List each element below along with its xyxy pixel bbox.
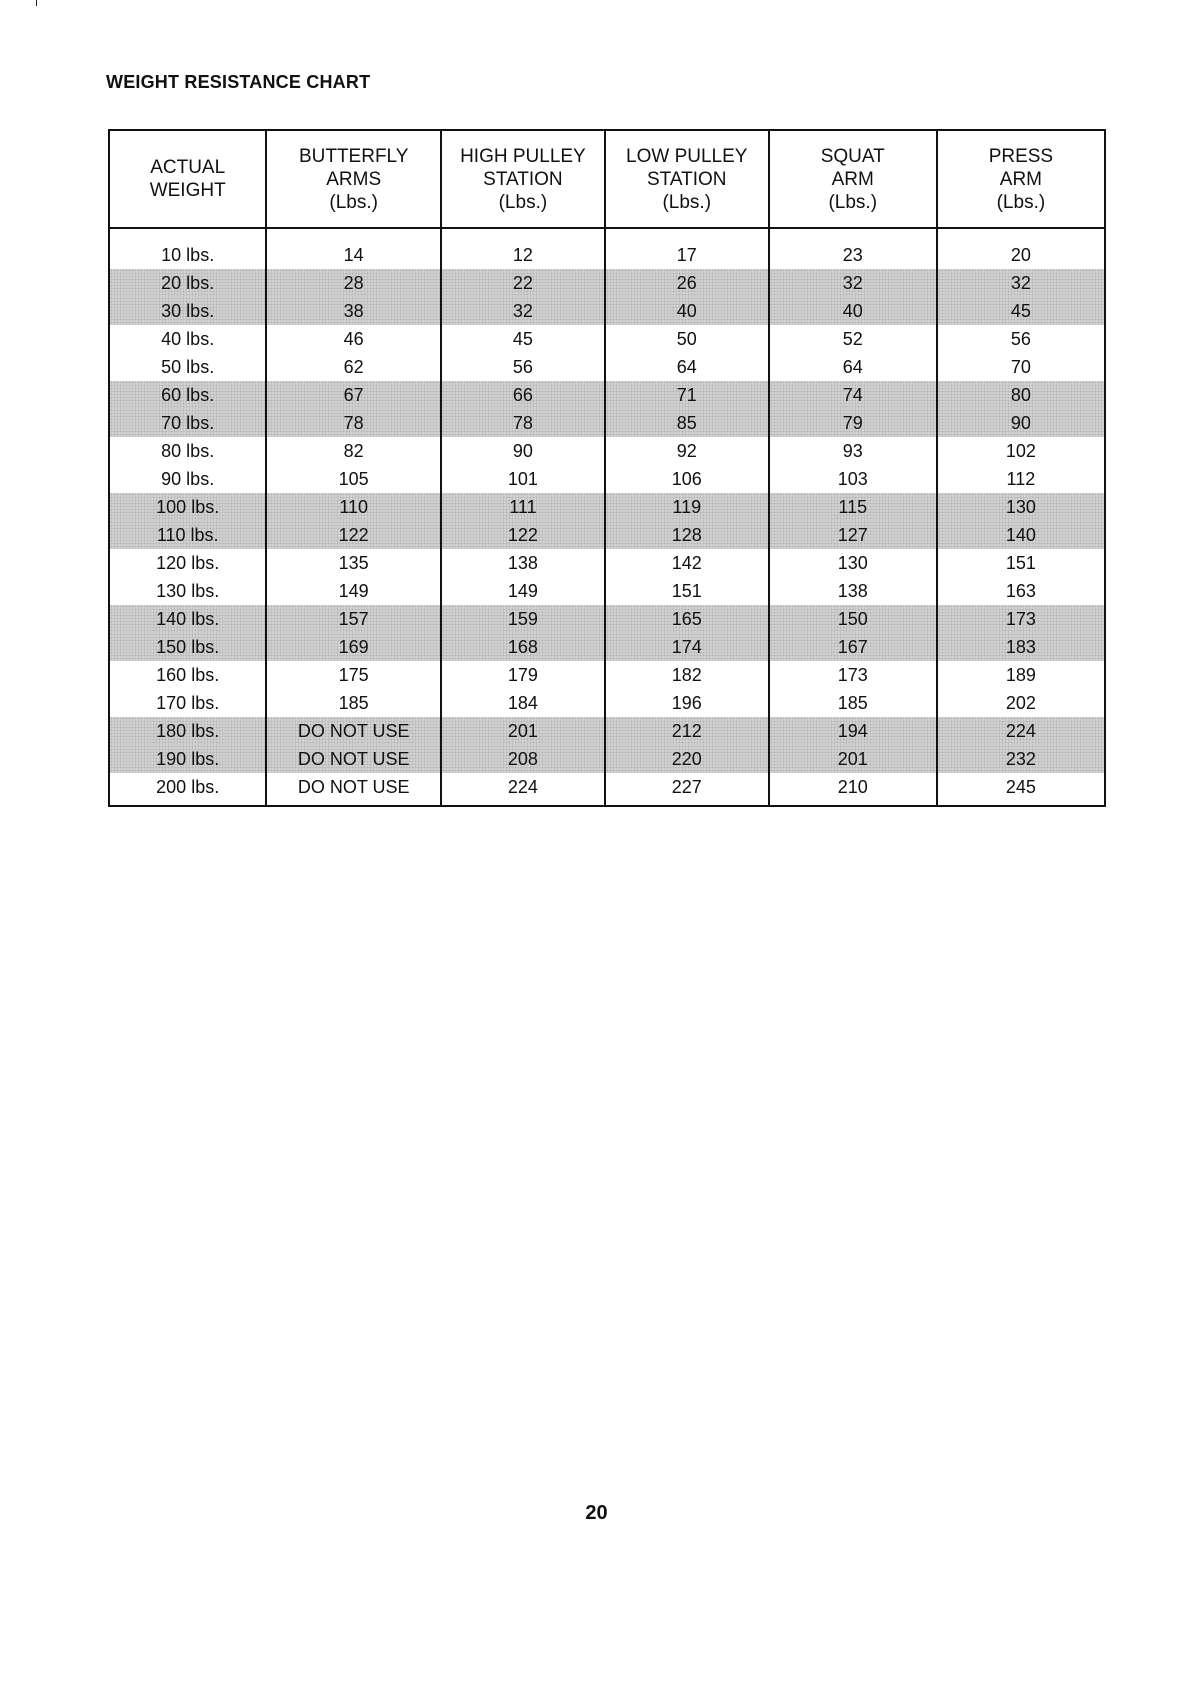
- header-line: (Lbs.): [828, 191, 878, 213]
- cell-low-pulley: 71: [605, 381, 769, 409]
- cell-press-arm: 130: [937, 493, 1105, 521]
- cell-low-pulley: 85: [605, 409, 769, 437]
- header-butterfly-arms: [266, 130, 441, 228]
- cell-low-pulley: 142: [605, 549, 769, 577]
- cell-squat-arm: 194: [769, 717, 937, 745]
- header-squat-arm: [769, 130, 937, 228]
- header-line: BUTTERFLY: [298, 145, 409, 167]
- cell-butterfly-arms: 62: [266, 353, 441, 381]
- cell-actual-weight: 130 lbs.: [109, 577, 266, 605]
- cell-low-pulley: 212: [605, 717, 769, 745]
- cell-butterfly-arms: 82: [266, 437, 441, 465]
- cell-butterfly-arms: 105: [266, 465, 441, 493]
- header-line: HIGH PULLEY: [460, 145, 586, 167]
- cell-butterfly-arms: 110: [266, 493, 441, 521]
- cell-butterfly-arms: 28: [266, 269, 441, 297]
- table-row: [109, 437, 1105, 465]
- cell-press-arm: 140: [937, 521, 1105, 549]
- cell-high-pulley: 224: [441, 773, 605, 806]
- cell-squat-arm: 138: [769, 577, 937, 605]
- cell-actual-weight: 100 lbs.: [109, 493, 266, 521]
- cell-actual-weight: 20 lbs.: [109, 269, 266, 297]
- cell-squat-arm: 79: [769, 409, 937, 437]
- cell-butterfly-arms: 38: [266, 297, 441, 325]
- header-line: ARM: [831, 168, 874, 190]
- table-row: [109, 269, 1105, 297]
- cell-actual-weight: 30 lbs.: [109, 297, 266, 325]
- cell-press-arm: 163: [937, 577, 1105, 605]
- cell-press-arm: 151: [937, 549, 1105, 577]
- header-line: ARM: [999, 168, 1043, 190]
- table-row: [109, 353, 1105, 381]
- table-row: [109, 521, 1105, 549]
- header-high-pulley-station: [441, 130, 605, 228]
- cell-high-pulley: 32: [441, 297, 605, 325]
- page-number: 20: [585, 1502, 608, 1524]
- header-line: STATION: [483, 168, 563, 190]
- cell-press-arm: 202: [937, 689, 1105, 717]
- cell-actual-weight: 150 lbs.: [109, 633, 266, 661]
- cell-press-arm: 232: [937, 745, 1105, 773]
- cell-high-pulley: 12: [441, 228, 605, 269]
- cell-press-arm: 183: [937, 633, 1105, 661]
- cell-high-pulley: 149: [441, 577, 605, 605]
- cell-squat-arm: 74: [769, 381, 937, 409]
- cell-squat-arm: 130: [769, 549, 937, 577]
- cell-butterfly-arms: DO NOT USE: [266, 773, 441, 806]
- cell-butterfly-arms: 122: [266, 521, 441, 549]
- cell-low-pulley: 182: [605, 661, 769, 689]
- cell-low-pulley: 151: [605, 577, 769, 605]
- table-row: [109, 577, 1105, 605]
- cell-squat-arm: 23: [769, 228, 937, 269]
- cell-high-pulley: 168: [441, 633, 605, 661]
- header-line: PRESS: [988, 145, 1054, 167]
- cell-low-pulley: 40: [605, 297, 769, 325]
- cell-squat-arm: 210: [769, 773, 937, 806]
- table-row: [109, 717, 1105, 745]
- cell-press-arm: 102: [937, 437, 1105, 465]
- cell-actual-weight: 190 lbs.: [109, 745, 266, 773]
- cell-press-arm: 245: [937, 773, 1105, 806]
- cell-butterfly-arms: 78: [266, 409, 441, 437]
- table-row: [109, 549, 1105, 577]
- cell-low-pulley: 17: [605, 228, 769, 269]
- cell-high-pulley: 122: [441, 521, 605, 549]
- cell-actual-weight: 160 lbs.: [109, 661, 266, 689]
- cell-low-pulley: 50: [605, 325, 769, 353]
- weight-resistance-table: [108, 129, 1106, 807]
- cell-butterfly-arms: 157: [266, 605, 441, 633]
- cell-high-pulley: 201: [441, 717, 605, 745]
- cell-squat-arm: 173: [769, 661, 937, 689]
- cell-high-pulley: 78: [441, 409, 605, 437]
- cell-squat-arm: 167: [769, 633, 937, 661]
- table-row: [109, 409, 1105, 437]
- cell-high-pulley: 179: [441, 661, 605, 689]
- cell-actual-weight: 10 lbs.: [109, 228, 266, 269]
- cell-press-arm: 90: [937, 409, 1105, 437]
- header-line: (Lbs.): [662, 191, 712, 213]
- header-line: STATION: [646, 168, 727, 190]
- cell-high-pulley: 184: [441, 689, 605, 717]
- cell-actual-weight: 90 lbs.: [109, 465, 266, 493]
- cell-high-pulley: 138: [441, 549, 605, 577]
- cell-low-pulley: 106: [605, 465, 769, 493]
- header-row: [109, 130, 1105, 228]
- header-press-arm: [937, 130, 1105, 228]
- cell-actual-weight: 140 lbs.: [109, 605, 266, 633]
- cell-press-arm: 32: [937, 269, 1105, 297]
- cell-low-pulley: 92: [605, 437, 769, 465]
- cell-actual-weight: 120 lbs.: [109, 549, 266, 577]
- cell-squat-arm: 150: [769, 605, 937, 633]
- cell-squat-arm: 64: [769, 353, 937, 381]
- cell-butterfly-arms: DO NOT USE: [266, 717, 441, 745]
- cell-press-arm: 45: [937, 297, 1105, 325]
- table-row: [109, 689, 1105, 717]
- cell-high-pulley: 22: [441, 269, 605, 297]
- cell-actual-weight: 180 lbs.: [109, 717, 266, 745]
- table-row: [109, 325, 1105, 353]
- cell-press-arm: 20: [937, 228, 1105, 269]
- table-row: [109, 773, 1105, 806]
- table-row: [109, 297, 1105, 325]
- table-row: [109, 493, 1105, 521]
- cell-press-arm: 112: [937, 465, 1105, 493]
- cell-actual-weight: 40 lbs.: [109, 325, 266, 353]
- cell-high-pulley: 45: [441, 325, 605, 353]
- cell-squat-arm: 185: [769, 689, 937, 717]
- cell-squat-arm: 127: [769, 521, 937, 549]
- cell-actual-weight: 110 lbs.: [109, 521, 266, 549]
- header-line: (Lbs.): [996, 191, 1046, 213]
- cell-actual-weight: 70 lbs.: [109, 409, 266, 437]
- cell-actual-weight: 200 lbs.: [109, 773, 266, 806]
- crop-mark: [36, 0, 37, 6]
- page-title: WEIGHT RESISTANCE CHART: [106, 72, 371, 92]
- cell-press-arm: 173: [937, 605, 1105, 633]
- table-row: [109, 465, 1105, 493]
- cell-squat-arm: 40: [769, 297, 937, 325]
- cell-actual-weight: 60 lbs.: [109, 381, 266, 409]
- cell-press-arm: 80: [937, 381, 1105, 409]
- cell-squat-arm: 32: [769, 269, 937, 297]
- table-row: [109, 228, 1105, 269]
- cell-low-pulley: 220: [605, 745, 769, 773]
- cell-high-pulley: 56: [441, 353, 605, 381]
- header-line: (Lbs.): [498, 191, 548, 213]
- cell-high-pulley: 101: [441, 465, 605, 493]
- cell-butterfly-arms: 67: [266, 381, 441, 409]
- cell-low-pulley: 165: [605, 605, 769, 633]
- cell-squat-arm: 93: [769, 437, 937, 465]
- header-line: (Lbs.): [329, 191, 378, 213]
- cell-low-pulley: 64: [605, 353, 769, 381]
- header-line: LOW PULLEY: [626, 145, 748, 167]
- cell-butterfly-arms: DO NOT USE: [266, 745, 441, 773]
- table-row: [109, 633, 1105, 661]
- table-row: [109, 605, 1105, 633]
- cell-butterfly-arms: 149: [266, 577, 441, 605]
- header-actual-weight: [109, 130, 266, 228]
- cell-low-pulley: 26: [605, 269, 769, 297]
- header-line: ARMS: [326, 168, 382, 190]
- cell-high-pulley: 159: [441, 605, 605, 633]
- table-row: [109, 381, 1105, 409]
- cell-low-pulley: 196: [605, 689, 769, 717]
- table-header: [109, 130, 1105, 228]
- cell-squat-arm: 103: [769, 465, 937, 493]
- cell-press-arm: 224: [937, 717, 1105, 745]
- cell-actual-weight: 170 lbs.: [109, 689, 266, 717]
- cell-press-arm: 189: [937, 661, 1105, 689]
- cell-high-pulley: 111: [441, 493, 605, 521]
- table-row: [109, 745, 1105, 773]
- cell-squat-arm: 52: [769, 325, 937, 353]
- cell-low-pulley: 227: [605, 773, 769, 806]
- cell-butterfly-arms: 175: [266, 661, 441, 689]
- cell-high-pulley: 66: [441, 381, 605, 409]
- cell-butterfly-arms: 169: [266, 633, 441, 661]
- cell-butterfly-arms: 135: [266, 549, 441, 577]
- cell-butterfly-arms: 46: [266, 325, 441, 353]
- cell-high-pulley: 90: [441, 437, 605, 465]
- cell-actual-weight: 50 lbs.: [109, 353, 266, 381]
- cell-low-pulley: 119: [605, 493, 769, 521]
- cell-butterfly-arms: 14: [266, 228, 441, 269]
- cell-butterfly-arms: 185: [266, 689, 441, 717]
- table-row: [109, 661, 1105, 689]
- cell-low-pulley: 128: [605, 521, 769, 549]
- cell-press-arm: 56: [937, 325, 1105, 353]
- header-line: WEIGHT: [149, 180, 226, 201]
- cell-squat-arm: 115: [769, 493, 937, 521]
- cell-low-pulley: 174: [605, 633, 769, 661]
- table-body: [109, 228, 1105, 806]
- cell-actual-weight: 80 lbs.: [109, 437, 266, 465]
- header-line: SQUAT: [820, 145, 885, 167]
- cell-high-pulley: 208: [441, 745, 605, 773]
- cell-press-arm: 70: [937, 353, 1105, 381]
- header-line: ACTUAL: [150, 157, 226, 178]
- cell-squat-arm: 201: [769, 745, 937, 773]
- header-low-pulley-station: [605, 130, 769, 228]
